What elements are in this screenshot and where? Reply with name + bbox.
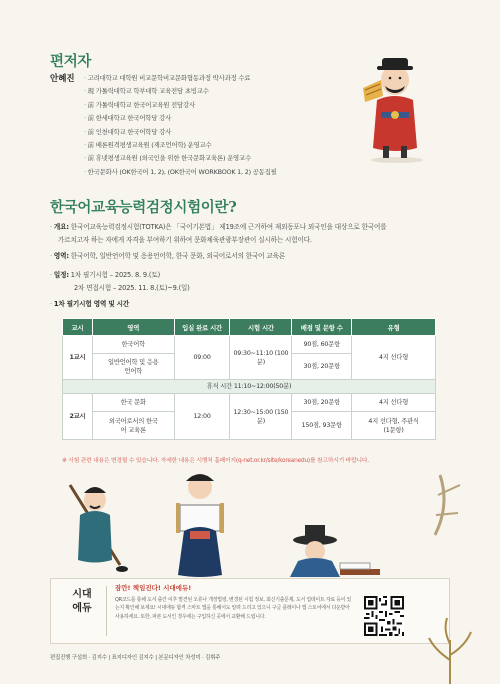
career-item: · 고려대학교 대학원 비교문학비교문화협동과정 박사과정 수료 — [84, 72, 354, 85]
career-item: · 한국문화사 (OK한국어 1, 2), (OK한국어 WORKBOOK 1, 2) 공동집필 — [84, 166, 354, 179]
score-cell: 90점, 60문항 — [292, 336, 352, 354]
overview-text-cont: 가르치고자 하는 자에게 자격을 부여하기 위하여 문화체육관광부장관이 실시하는 시험이다. — [58, 235, 312, 244]
credits-line: 편집진행 구설희 · 김지수 | 표지디자인 김지수 | 본문디자인 차성미 · 김휘주 — [50, 655, 221, 661]
overview-text: 한국어교육능력검정시험(TOTKA)은 「국어기본법」 제19조에 근거하여 재외동포나 외국인을 대상으로 한국어를 — [70, 223, 387, 231]
entry-cell: 12:00 — [174, 394, 230, 440]
decorative-plant-icon — [425, 610, 475, 684]
notice-text: ※ 시험 관련 내용은 변경될 수 있습니다. 자세한 내용은 시행처 홈페이지(q-net.or.kr/site/koreanedu)를 참고하시기 바랍니다. — [62, 458, 369, 464]
area-cell: 한국 문화 — [92, 394, 174, 412]
exam-overview: · 개요: 한국어교육능력검정시험(TOTKA)은 「국어기본법」 제19조에 근거하여 재외동포나 외국인을 대상으로 한국어를 가르치고자 하는 자에게 자격을 부여하기 위하여 문화체육관광부장관이 실시하는 시험이다. — [50, 221, 455, 246]
publisher-logo — [62, 588, 102, 616]
area-cell: 일반언어학 및 응용언어학 — [92, 354, 174, 380]
author-career-list — [84, 72, 354, 179]
type-cell: 4지 선다형 — [352, 336, 436, 380]
period-label: 1교시 — [63, 336, 93, 380]
notice-body: QR코드를 통해 도서 출간 이후 발견된 오류나 개정법령, 변경된 시험 정보, 최신기출문제, 도서 업데이트 자료 등이 있는지 확인해 보세요! 시대에듀 합격 스마트 앱을 통해서도 알려 드리고 있으니 구글 플레이나 앱 스토어에서 다운받아 사용하세요. 또한, 파본 도서인 경우에는 구입하신 곳에서 교환해 드립니다. — [115, 597, 352, 620]
time-cell: 09:30~11:10 (100분) — [230, 336, 292, 380]
header-type: 유형 — [352, 319, 436, 336]
type-cell: 4지 선다형, 주관식(1문항) — [352, 412, 436, 440]
notice-title: 잠깐! 책임진다! 시대에듀! — [115, 584, 192, 592]
score-cell: 150점, 93문항 — [292, 412, 352, 440]
score-cell: 30점, 20문항 — [292, 394, 352, 412]
table-header-row — [63, 319, 436, 336]
exam-schedule: · 일정: 1차 필기시험 – 2025. 8. 9.(토) 2차 면접시험 – 2025. 11. 8.(토)~9.(일) — [50, 269, 455, 294]
career-item: · 前 인천대학교 한국어학당 강사 — [84, 126, 354, 139]
break-time-cell: 휴식 시간 11:10~12:00(50분) — [63, 380, 436, 394]
entry-cell: 09:00 — [174, 336, 230, 380]
schedule-label: 일정: — [53, 271, 69, 279]
area-cell: 외국어로서의 한국어 교육론 — [92, 412, 174, 440]
overview-label: 개요: — [53, 223, 69, 231]
type-cell: 4지 선다형 — [352, 394, 436, 412]
scholar-reading-illustration — [355, 40, 435, 165]
career-item: · 前 가톨릭대학교 한국어교육원 전담강사 — [84, 99, 354, 112]
period-label: 2교시 — [63, 394, 93, 440]
header-period: 교시 — [63, 319, 93, 336]
area-label: 영역: — [53, 252, 69, 260]
career-item: · 前 배론원격평생교육원 (재조언어학) 운영교수 — [84, 139, 354, 152]
author-name: 안혜진 — [50, 74, 75, 84]
exam-schedule-table — [62, 318, 436, 440]
qr-code-icon[interactable] — [364, 596, 404, 636]
schedule-second: 2차 면접시험 – 2025. 11. 8.(토)~9.(일) — [74, 283, 190, 292]
header-area: 영역 — [92, 319, 174, 336]
header-exam-time: 시험 시간 — [230, 319, 292, 336]
divider — [106, 586, 107, 636]
career-item: · 前 한세대학교 한국어학당 강사 — [84, 112, 354, 125]
exam-heading: 한국어교육능력검정시험이란? — [50, 199, 237, 216]
table-row — [63, 336, 436, 354]
time-cell: 12:30~15:00 (150분) — [230, 394, 292, 440]
table-row — [63, 394, 436, 412]
career-item: · 現 가톨릭대학교 학부대학 교육전담 초빙교수 — [84, 85, 354, 98]
table-caption-text: 1차 필기시험 영역 및 시간 — [53, 300, 130, 308]
area-text: 한국어학, 일반언어학 및 응용언어학, 한국 문화, 외국어로서의 한국어 교육론 — [70, 252, 286, 260]
logo-text-bottom: 에듀 — [72, 603, 92, 614]
header-score: 배점 및 문항 수 — [292, 319, 352, 336]
exam-areas: · 영역: 한국어학, 일반언어학 및 응용언어학, 한국 문화, 외국어로서의 한국어 교육론 — [50, 252, 286, 260]
author-heading: 편저자 — [50, 53, 92, 70]
score-cell: 30점, 20문항 — [292, 354, 352, 380]
scholars-writing-illustration — [40, 465, 470, 580]
career-item: · 前 휴넷평생교육원 (외국인을 위한 한국문화교육론) 운영교수 — [84, 152, 354, 165]
schedule-first: 1차 필기시험 – 2025. 8. 9.(토) — [70, 271, 160, 279]
table-break-row — [63, 380, 436, 394]
area-cell: 한국어학 — [92, 336, 174, 354]
header-entry-time: 입실 완료 시간 — [174, 319, 230, 336]
table-caption: · 1차 필기시험 영역 및 시간 — [50, 300, 130, 308]
logo-text-top: 시대 — [72, 589, 92, 600]
